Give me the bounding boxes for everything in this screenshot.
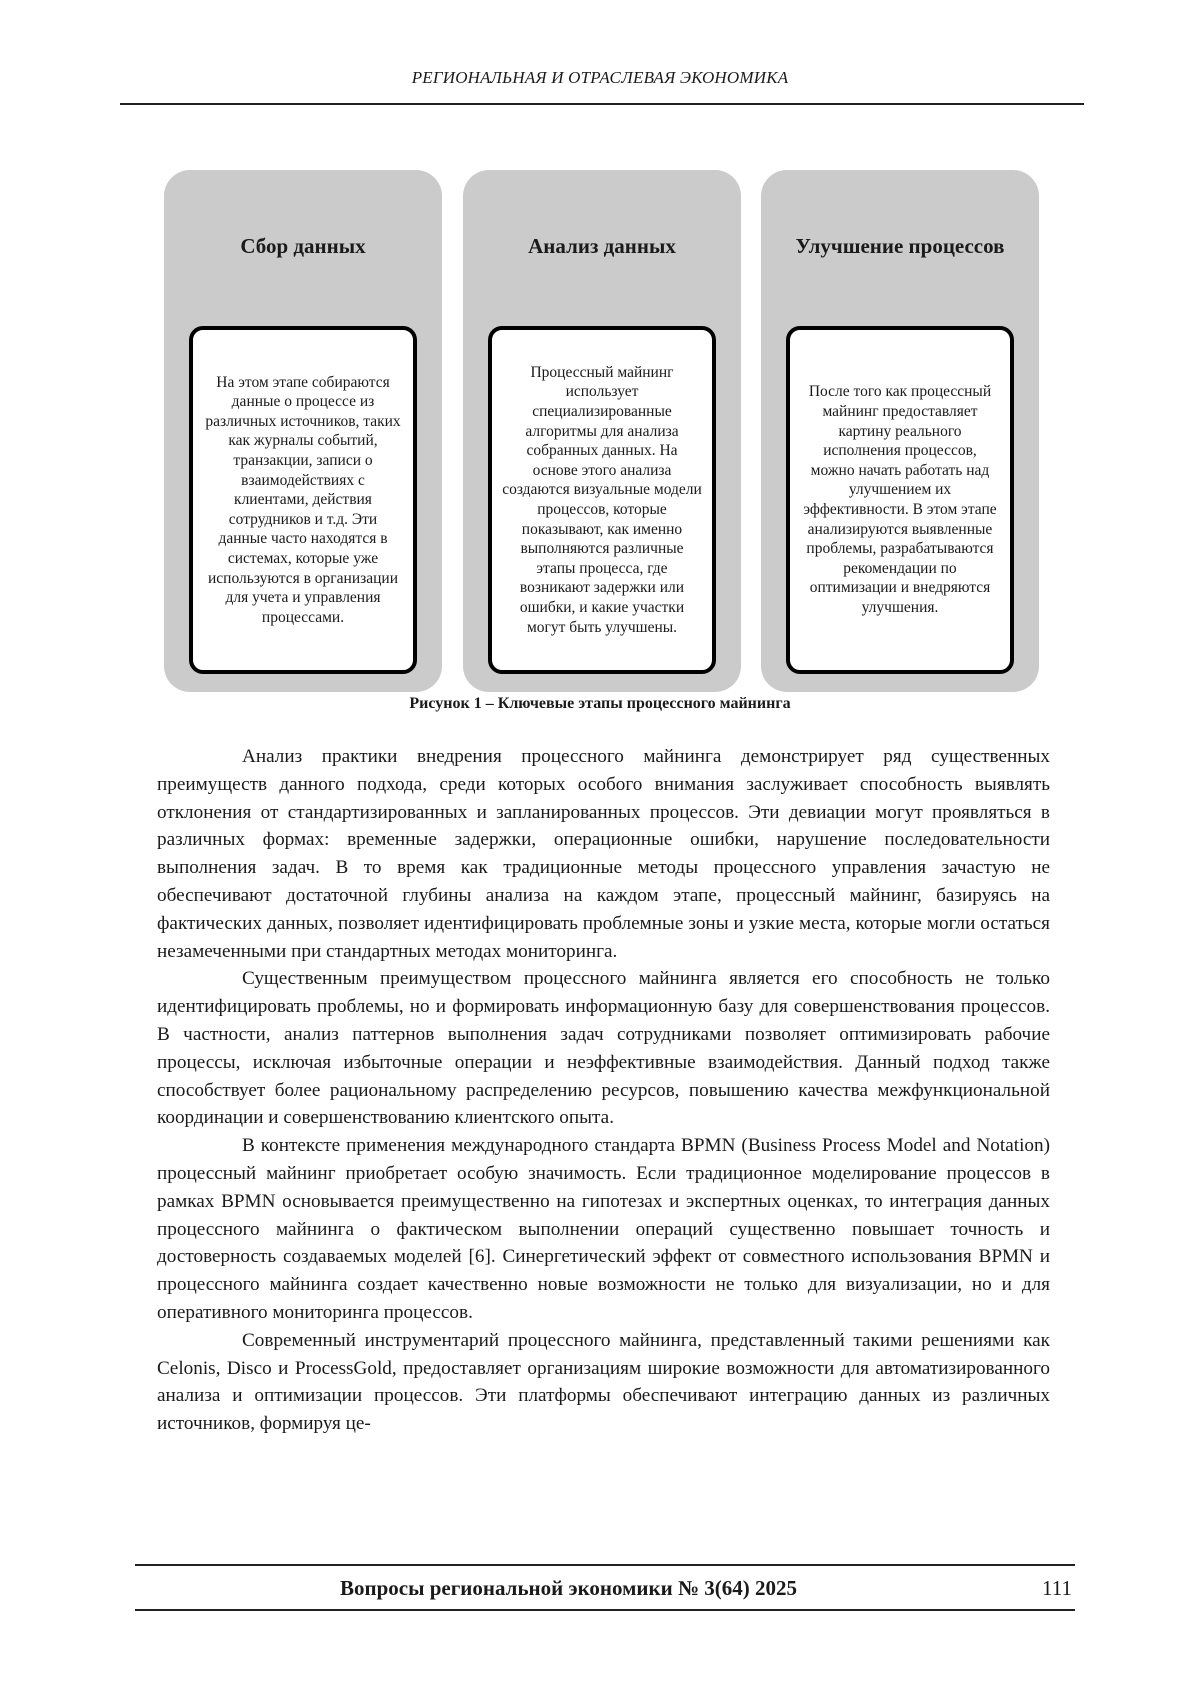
page-number: 111: [1042, 1576, 1072, 1600]
stage-panel-data-collection: [164, 170, 442, 692]
footer-rule-bottom: [135, 1609, 1075, 1611]
stage-description: После того как процессный майнинг предоставляет картину реального исполнения процессов, можно начать работать над улучшением их эффективности. В этом этапе анализируются выявленные проблемы, разрабатываются рекомендации по оптимизации и внедряются улучшения.: [803, 383, 997, 616]
stage-title: Улучшение процессов: [795, 234, 1005, 258]
footer-rule-top: [135, 1564, 1075, 1566]
figure-caption: Рисунок 1 – Ключевые этапы процессного майнинга: [409, 695, 791, 712]
stage-description: Процессный майнинг использует специализированные алгоритмы для анализа собранных данных. На основе этого анализа создаются визуальные модели процессов, которые показывают, как именно выполняются различные этапы процесса, где возникают задержки или ошибки, и какие участки могут быть улучшены.: [502, 363, 702, 636]
stage-title: Анализ данных: [528, 234, 676, 258]
stage-title: Сбор данных: [240, 234, 366, 258]
header-rule: [120, 103, 1084, 105]
paragraph: В контексте применения международного стандарта BPMN (Business Process Model and Notation) процессный майнинг приобретает особую значимость. Если традиционное моделирование процессов в рамках BPMN основывается преимущественно на гипотезах и экспертных оценках, то интеграция данных процессного майнинга о фактическом выполнении операций существенно повышает точность и достоверность создаваемых моделей [6]. Синергетический эффект от совместного использования BPMN и процессного майнинга создает качественно новые возможности не только для визуализации, но и для оперативного мониторинга процессов.: [157, 1135, 1050, 1323]
header-section-title: РЕГИОНАЛЬНАЯ И ОТРАСЛЕВАЯ ЭКОНОМИКА: [411, 68, 789, 87]
stage-description: На этом этапе собираются данные о процессе из различных источников, таких как журналы событий, транзакции, записи о взаимодействиях с клиентами, действия сотрудников и т.д. Эти данные часто находятся в системах, которые уже используются в организации для учета и управления процессами.: [205, 373, 401, 626]
stage-description-box: [488, 326, 716, 674]
footer-journal-title: Вопросы региональной экономики № 3(64) 2025: [340, 1576, 798, 1600]
stage-description-box: [786, 326, 1014, 674]
stage-description-box: [189, 326, 417, 674]
stage-panel-data-analysis: [463, 170, 741, 692]
paragraph: Существенным преимуществом процессного майнинга является его способность не только идентифицировать проблемы, но и формировать информационную базу для совершенствования процессов. В частности, анализ паттернов выполнения задач сотрудниками позволяет оптимизировать рабочие процессы, исключая избыточные операции и неэффективные взаимодействия. Данный подход также способствует более рациональному распределению ресурсов, повышению качества межфункциональной координации и совершенствованию клиентского опыта.: [157, 968, 1050, 1129]
body-text: [157, 743, 1050, 1438]
stage-panel-process-improvement: [761, 170, 1039, 692]
paragraph: Анализ практики внедрения процессного майнинга демонстрирует ряд существенных преимуществ данного подхода, среди которых особого внимания заслуживает способность выявлять отклонения от стандартизированных и запланированных процессов. Эти девиации могут проявляться в различных формах: временные задержки, операционные ошибки, нарушение последовательности выполнения задач. В то время как традиционные методы процессного управления зачастую не обеспечивают достаточной глубины анализа на каждом этапе, процессный майнинг, базируясь на фактических данных, позволяет идентифицировать проблемные зоны и узкие места, которые могли остаться незамеченными при стандартных методах мониторинга.: [157, 746, 1050, 962]
paragraph: Современный инструментарий процессного майнинга, представленный такими решениями как Celonis, Disco и ProcessGold, предоставляет организациям широкие возможности для автоматизированного анализа и оптимизации процессов. Эти платформы обеспечивают интеграцию данных из различных источников, формируя це-: [157, 1329, 1050, 1435]
